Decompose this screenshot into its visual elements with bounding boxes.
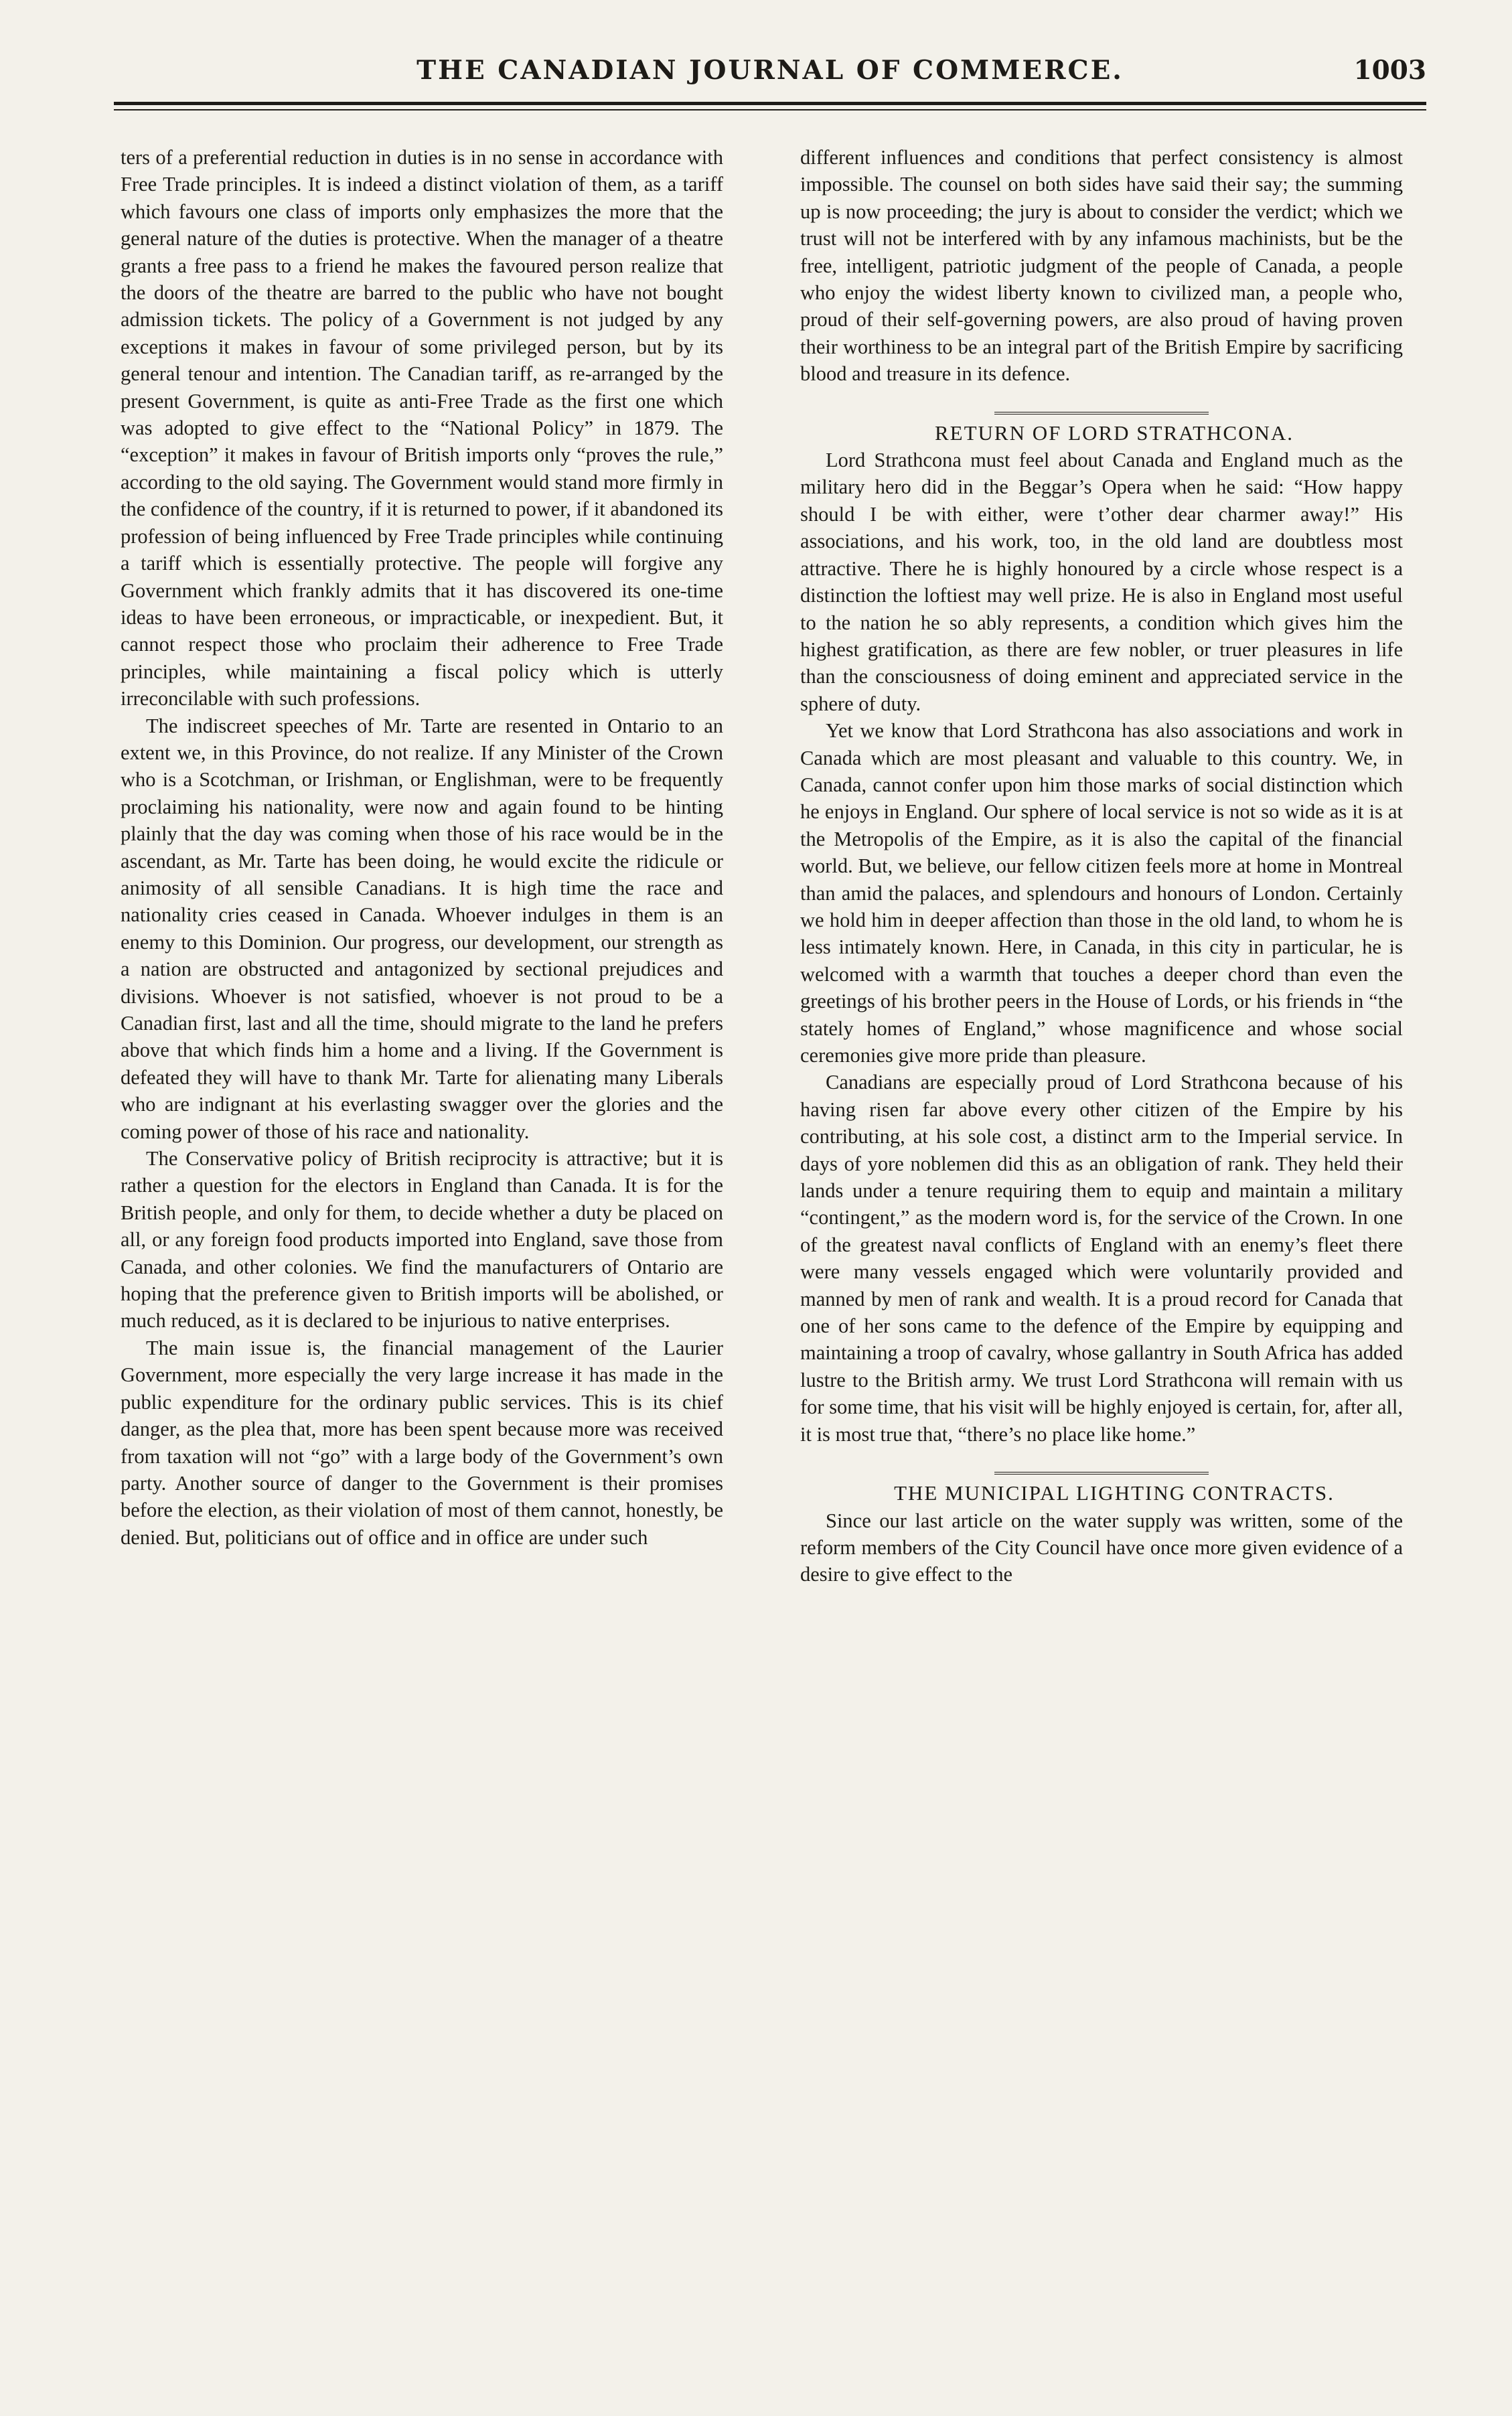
page-number: 1003 bbox=[1353, 55, 1426, 86]
right-column bbox=[800, 144, 1403, 1588]
article-paragraph: different influences and conditions that perfect consistency is almost impossible. The counsel on both sides have said their say; the summing up is now proceeding; the jury is about to consider the verdict; which we trust will not be interfered with by any infamous machinists, but be the free, intelligent, patriotic judgment of the people of Canada, a people who enjoy the widest liberty known to civilized man, a people who, proud of their self-governing powers, are also proud of having proven their worthiness to be an integral part of the British Empire by sacrificing blood and treasure in its defence. bbox=[800, 146, 1403, 386]
article-paragraph: Yet we know that Lord Strathcona has also associations and work in Canada which are most pleasant and valuable to this country. We, in Canada, cannot confer upon him those marks of social distinction which he enjoys in England. Our sphere of local service is not so wide as it is at the Metropolis of the Empire, as it is also the capital of the financial world. But, we believe, our fellow citizen feels more at home in Montreal than amid the palaces, and splendours and honours of London. Certainly we hold him in deeper affection than those in the old land, to whom he is less intimately known. Here, in Canada, in this city in particular, he is welcomed with a warmth that touches a deeper chord than even the greetings of his brother peers in the House of Lords, or his friends in “the stately homes of England,” whose magnificence and whose social ceremonies give more pride than pleasure. bbox=[800, 719, 1403, 1067]
journal-title: THE CANADIAN JOURNAL OF COMMERCE. bbox=[417, 55, 1124, 86]
header-rule-top bbox=[114, 102, 1426, 105]
section-heading-lighting: THE MUNICIPAL LIGHTING CONTRACTS. bbox=[894, 1481, 1335, 1505]
section-divider bbox=[994, 1472, 1209, 1475]
article-paragraph: ters of a preferential reduction in duties is in no sense in accordance with Free Trade principles. It is indeed a distinct violation of them, as a tariff which favours one class of imports only emphasizes the more that the general nature of the duties is protective. When the manager of a theatre grants a free pass to a friend he makes the favoured person realize that the doors of the theatre are barred to the public who have not bought admission tickets. The policy of a Government is not judged by any exceptions it makes in favour of some privileged person, but by its general tenour and intention. The Canadian tariff, as re-arranged by the present Government, is quite as anti-Free Trade as the first one which was adopted to give effect to the “National Policy” in 1879. The “exception” it makes in favour of British imports only “proves the rule,” according to the old saying. The Government would stand more firmly in the confidence of the country, if it is returned to power, if it abandoned its profession of being influenced by Free Trade principles while continuing a tariff which is essentially protective. The people will forgive any Government which frankly admits that it has discovered its one-time ideas to have been erroneous, or impracticable, or inexpedient. But, it cannot respect those who proclaim their adherence to Free Trade principles, while maintaining a fiscal policy which is utterly irreconcilable with such professions. bbox=[121, 146, 723, 710]
left-column bbox=[121, 144, 723, 1551]
article-paragraph: Canadians are especially proud of Lord Strathcona because of his having risen far above every other citizen of the Empire by his contributing, at his sole cost, a distinct arm to the Imperial service. In days of yore noblemen did this as an obligation of rank. They held their lands under a tenure requiring them to equip and maintain a military “contingent,” as the modern word is, for the service of the Crown. In one of the greatest naval conflicts of England with an enemy’s fleet there were many vessels engaged which were voluntarily provided and manned by men of rank and wealth. It is a proud record for Canada that one of her sons came to the defence of the Empire by equipping and maintaining a troop of cavalry, whose gallantry in South Africa has added lustre to the British army. We trust Lord Strathcona will remain with us for some time, that his visit will be highly enjoyed is certain, for, after all, it is most true that, “there’s no place like home.” bbox=[800, 1071, 1404, 1446]
article-paragraph: The indiscreet speeches of Mr. Tarte are resented in Ontario to an extent we, in this Province, do not realize. If any Minister of the Crown who is a Scotchman, or Irishman, or Englishman, were to be frequently proclaiming his nationality, were now and again found to be hinting plainly that the day was coming when those of his race would be in the ascendant, as Mr. Tarte has been doing, he would excite the ridicule or animosity of all sensible Canadians. It is high time the race and nationality cries ceased in Canada. Whoever indulges in them is an enemy to this Dominion. Our progress, our development, our strength as a nation are obstructed and antagonized by sectional prejudices and divisions. Whoever is not satisfied, whoever is not proud to be a Canadian first, last and all the time, should migrate to the land he prefers above that which finds him a home and a living. If the Government is defeated they will have to thank Mr. Tarte for alienating many Liberals who are indignant at his everlasting swagger over the glories and the coming power of those of his race and nationality. bbox=[121, 714, 723, 1143]
header-rule-bottom bbox=[114, 109, 1426, 110]
article-paragraph: Since our last article on the water supply was written, some of the reform members of the City Council have once more given evidence of a desire to give effect to the bbox=[800, 1509, 1403, 1586]
article-paragraph: Lord Strathcona must feel about Canada and England much as the military hero did in the Beggar’s Opera when he said: “How happy should I be with either, were t’other dear charmer away!” His associations, and his work, too, in the old land are doubtless most attractive. There he is highly honoured by a circle whose respect is a distinction the loftiest may well prize. He is also in England most useful to the nation he so ably represents, a condition which gives him the highest gratification, as there are few nobler, or truer pleasures in life than the consciousness of doing eminent and appreciated service in the sphere of duty. bbox=[800, 449, 1403, 715]
section-heading-strathcona: RETURN OF LORD STRATHCONA. bbox=[935, 421, 1294, 445]
article-paragraph: The main issue is, the financial management of the Laurier Government, more especially the very large increase it has made in the public expenditure for the ordinary public services. This is its chief danger, as the plea that, more has been spent because more was received from taxation will not “go” with a large body of the Government’s own party. Another source of danger to the Government is their promises before the election, as their violation of most of them cannot, honestly, be denied. But, politicians out of office and in office are under such bbox=[121, 1336, 723, 1549]
section-divider bbox=[994, 412, 1209, 414]
article-paragraph: The Conservative policy of British reciprocity is attractive; but it is rather a question for the electors in England than Canada. It is for the British people, and only for them, to decide whether a duty be placed on all, or any foreign food products imported into England, save those from Canada, and other colonies. We find the manufacturers of Ontario are hoping that the preference given to British imports will be abolished, or much reduced, as it is declared to be injurious to native enterprises. bbox=[121, 1147, 723, 1333]
page-header bbox=[107, 52, 1433, 92]
